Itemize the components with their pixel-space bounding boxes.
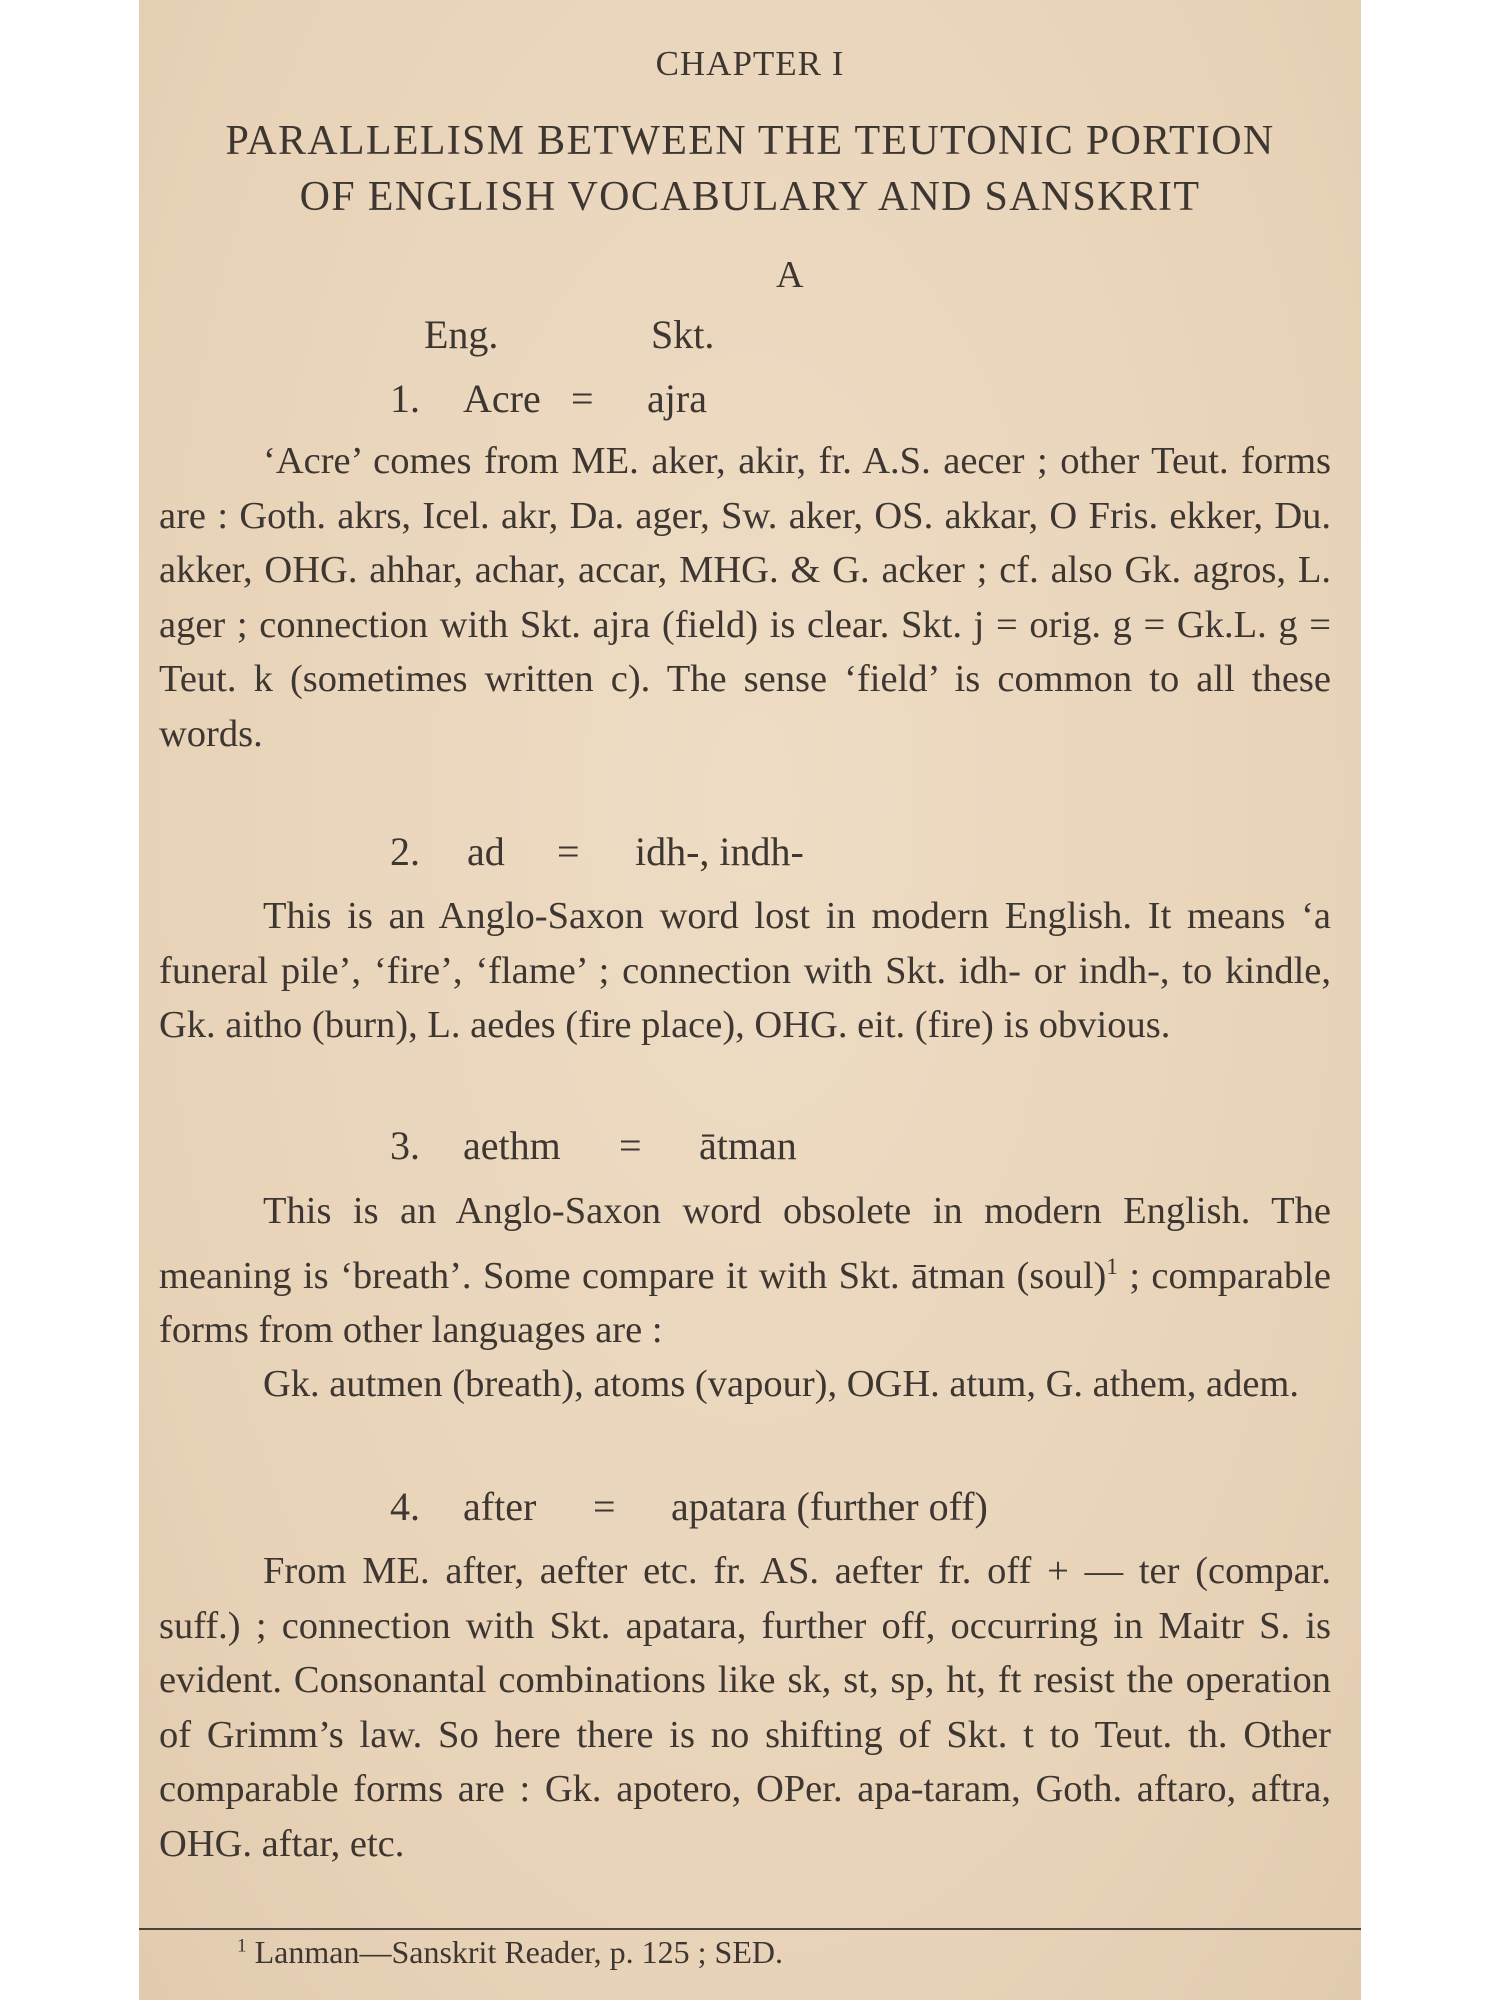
english-word: Acre (463, 376, 541, 421)
column-head-skt: Skt. (651, 312, 715, 357)
entry-number: 4. (390, 1484, 420, 1529)
footnote (237, 1934, 783, 1971)
entry-headword-row (139, 375, 1361, 425)
column-head-eng: Eng. (424, 312, 499, 357)
footnote-mark: 1 (237, 1935, 247, 1957)
english-word: after (463, 1484, 537, 1529)
footnote-rule (139, 1928, 1361, 1930)
entry-headword-row (139, 828, 1361, 878)
entry-headword-row (139, 1483, 1361, 1533)
entry-paragraph: ‘Acre’ comes from ME. aker, akir, fr. A.S. aecer ; other Teut. forms are : Goth. akrs, Icel. akr, Da. ager, Sw. aker, OS. akkar, O Fris. ekker, Du. akker, OHG. ahhar, achar, accar, MHG. & G. acker ; cf. also Gk. agros, L. ager ; connection with Skt. ajra (field) is clear. Skt. j = orig. g = Gk.L. g = Teut. k (sometimes written c). The sense ‘field’ is common to all these words. (159, 440, 1331, 755)
entry-paragraph: This is an Anglo-Saxon word lost in modern English. It means ‘a funeral pile’, ‘fire’, ‘flame’ ; connection with Skt. idh- or indh-, to kindle, Gk. aitho (burn), L. aedes (fire place), OHG. eit. (fire) is obvious. (159, 895, 1331, 1046)
footnote-reference: 1 (1106, 1252, 1118, 1279)
equals-sign: = (571, 376, 594, 421)
english-word: ad (467, 829, 505, 874)
chapter-title-line-2: OF ENGLISH VOCABULARY AND SANSKRIT (299, 174, 1201, 220)
sanskrit-word: idh-, indh- (635, 829, 804, 874)
entry-paragraph-text: This is an Anglo-Saxon word obsolete in modern English. The meaning is ‘breath’. Some compare it with Skt. ātman (soul) (159, 1190, 1331, 1297)
equals-sign: = (619, 1123, 642, 1168)
entry-paragraph: From ME. after, aefter etc. fr. AS. aefter fr. off + — ter (compar. suff.) ; connection with Skt. apatara, further off, occurring in Maitr S. is evident. Consonantal combinations like sk, st, sp, ht, ft resist the operation of Grimm’s law. So here there is no shifting of Skt. t to Teut. th. Other comparable forms are : Gk. apotero, OPer. apa-taram, Goth. aftaro, aftra, OHG. aftar, etc. (159, 1550, 1331, 1865)
sanskrit-word: ātman (699, 1123, 797, 1168)
chapter-title-line-1: PARALLELISM BETWEEN THE TEUTONIC PORTION (225, 118, 1275, 164)
entry-paragraph (159, 1184, 1331, 1357)
footnote-text: Lanman—Sanskrit Reader, p. 125 ; SED. (254, 1934, 783, 1970)
sanskrit-word: apatara (further off) (671, 1484, 988, 1529)
entry-number: 1. (390, 376, 420, 421)
equals-sign: = (593, 1484, 616, 1529)
equals-sign: = (557, 829, 580, 874)
entry-headword-row (139, 1122, 1361, 1172)
book-page (139, 0, 1361, 2000)
entry-paragraph-text: ; comparable forms from other languages are : (159, 1254, 1331, 1351)
section-letter: A (776, 254, 804, 296)
entry-number: 3. (390, 1123, 420, 1168)
chapter-title (139, 113, 1361, 225)
chapter-heading: CHAPTER I (655, 44, 845, 83)
entry-paragraph: Gk. autmen (breath), atoms (vapour), OGH. atum, G. athem, adem. (263, 1363, 1299, 1405)
entry-number: 2. (390, 829, 420, 874)
sanskrit-word: ajra (647, 376, 707, 421)
english-word: aethm (463, 1123, 561, 1168)
